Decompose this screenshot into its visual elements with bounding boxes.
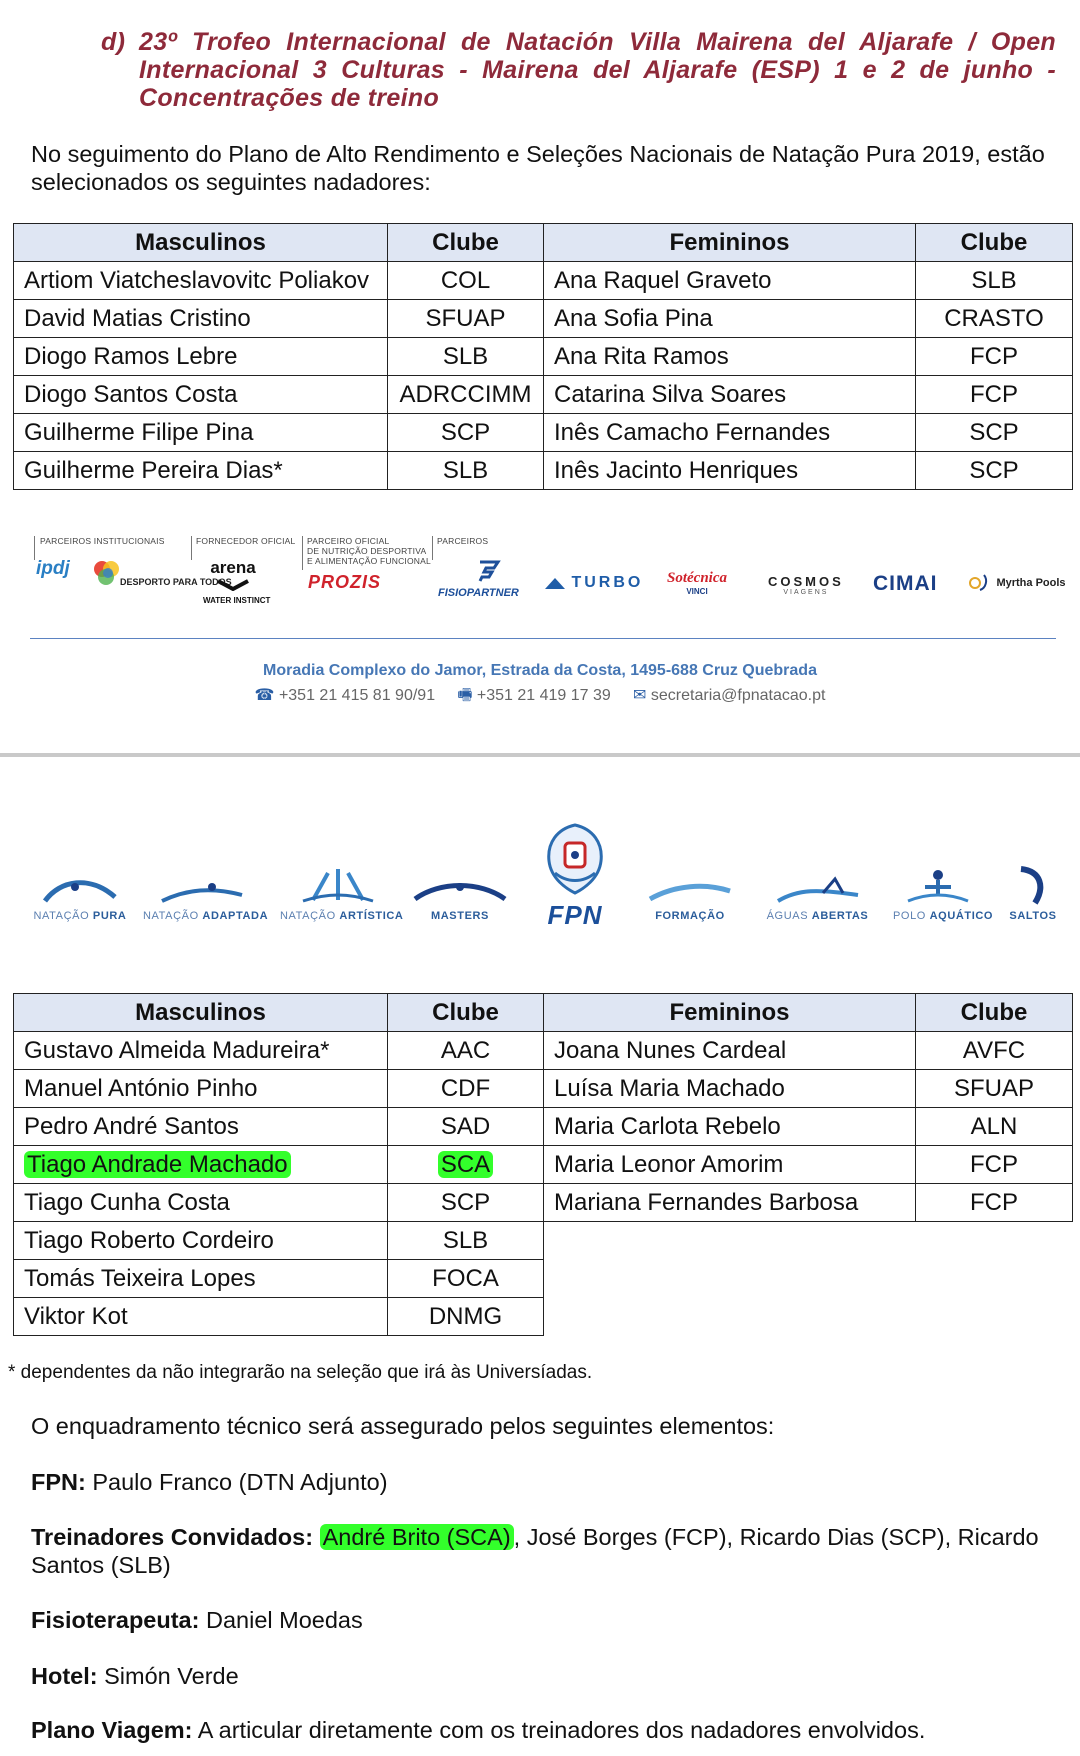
female-club: AVFC — [916, 1032, 1073, 1070]
female-swimmer: Maria Carlota Rebelo — [544, 1108, 916, 1146]
table-row — [14, 1222, 1073, 1260]
table-row — [14, 300, 1073, 338]
footer-divider — [30, 638, 1056, 639]
discipline-natacao-pura: NATAÇÃO PURA — [30, 875, 130, 922]
female-club: SFUAP — [916, 1070, 1073, 1108]
hotel-label: Hotel: — [31, 1663, 98, 1689]
fpn-staff-line — [31, 1468, 1061, 1496]
table-row — [14, 1070, 1073, 1108]
table-row — [14, 452, 1073, 490]
male-club: SLB — [388, 338, 544, 376]
header-femininos: Femininos — [544, 994, 916, 1032]
coaches-line — [31, 1523, 1061, 1579]
prozis-logo-icon: PROZIS — [308, 572, 382, 592]
female-club: CRASTO — [916, 300, 1073, 338]
female-swimmer: Inês Jacinto Henriques — [544, 452, 916, 490]
female-club: FCP — [916, 376, 1073, 414]
header-masculinos: Masculinos — [14, 224, 388, 262]
heading-line-2: Internacional 3 Culturas - Mairena del Aljarafe (ESP) 1 e 2 de junho - — [139, 56, 1056, 84]
female-club: SLB — [916, 262, 1073, 300]
female-swimmer: Maria Leonor Amorim — [544, 1146, 916, 1184]
male-club: SLB — [388, 1222, 544, 1260]
travel-value: A articular diretamente com os treinadores dos nadadores envolvidos. — [197, 1717, 926, 1743]
coach-highlighted: André Brito (SCA) — [320, 1524, 514, 1550]
male-club: ADRCCIMM — [388, 376, 544, 414]
table-row — [14, 1298, 1073, 1336]
coaches-label: Treinadores Convidados: — [31, 1524, 314, 1550]
nutrition-partner-label: PARCEIRO OFICIAL DE NUTRIÇÃO DESPORTIVA E ALIMENTAÇÃO FUNCIONAL — [307, 536, 431, 566]
disciplines-banner — [0, 815, 1080, 930]
intro-paragraph: No seguimento do Plano de Alto Rendimento e Seleções Nacionais de Natação Pura 2019, estão selecionados os seguintes nadadores: — [31, 141, 1045, 195]
fpn-logo: FPN — [533, 823, 617, 931]
contact-line — [0, 684, 1080, 711]
fax-number: +351 21 419 17 39 — [476, 687, 611, 704]
header-femininos: Femininos — [544, 224, 916, 262]
male-club: CDF — [388, 1070, 544, 1108]
discipline-polo-aquatico: POLO AQUÁTICO — [893, 865, 983, 922]
heading-line-1: 23º Trofeo Internacional de Natación Villa Mairena del Aljarafe / Open — [139, 28, 1056, 56]
header-clube: Clube — [916, 224, 1073, 262]
male-swimmer: Viktor Kot — [14, 1298, 388, 1336]
section-heading — [101, 28, 1056, 112]
table-row — [14, 1032, 1073, 1070]
male-swimmer: Artiom Viatcheslavovitc Poliakov — [14, 262, 388, 300]
male-club: AAC — [388, 1032, 544, 1070]
header-clube: Clube — [388, 994, 544, 1032]
male-swimmer: Gustavo Almeida Madureira* — [14, 1032, 388, 1070]
discipline-formacao: FORMAÇÃO — [640, 875, 740, 922]
header-masculinos: Masculinos — [14, 994, 388, 1032]
cosmos-logo-icon: COSMOS VIAGENS — [768, 574, 844, 596]
discipline-natacao-adaptada: NATAÇÃO ADAPTADA — [143, 875, 261, 922]
fpn-label: FPN: — [31, 1469, 86, 1495]
myrtha-pools-logo-icon: Myrtha Pools — [966, 572, 1038, 594]
desporto-para-todos-logo-icon: DESPORTO PARA TODOS — [92, 558, 122, 593]
physio-label: Fisioterapeuta: — [31, 1607, 200, 1633]
female-swimmer: Inês Camacho Fernandes — [544, 414, 916, 452]
male-swimmer: Diogo Ramos Lebre — [14, 338, 388, 376]
table-row — [14, 1184, 1073, 1222]
male-club: SLB — [388, 452, 544, 490]
male-swimmer: Diogo Santos Costa — [14, 376, 388, 414]
table-row — [14, 414, 1073, 452]
male-club: SFUAP — [388, 300, 544, 338]
hotel-value: Simón Verde — [104, 1663, 239, 1689]
female-club: FCP — [916, 1146, 1073, 1184]
heading-line-3: Concentrações de treino — [139, 84, 440, 112]
table-row — [14, 262, 1073, 300]
table-row — [14, 338, 1073, 376]
male-swimmer: Tiago Cunha Costa — [14, 1184, 388, 1222]
official-supplier-label: FORNECEDOR OFICIAL — [196, 536, 296, 546]
male-club: SAD — [388, 1108, 544, 1146]
male-club-highlighted: SCA — [388, 1146, 544, 1184]
phone-number: +351 21 415 81 90/91 — [278, 687, 436, 704]
table-row — [14, 1146, 1073, 1184]
table-header-row — [14, 994, 1073, 1032]
female-swimmer: Ana Rita Ramos — [544, 338, 916, 376]
turbo-logo-icon: TURBO — [543, 574, 643, 592]
female-swimmer: Mariana Fernandes Barbosa — [544, 1184, 916, 1222]
female-swimmer: Luísa Maria Machado — [544, 1070, 916, 1108]
fisiopartner-logo-icon: FISIOPARTNER — [438, 560, 519, 599]
female-club: SCP — [916, 452, 1073, 490]
male-swimmer: Pedro André Santos — [14, 1108, 388, 1146]
male-swimmer: Tiago Roberto Cordeiro — [14, 1222, 388, 1260]
female-club: FCP — [916, 338, 1073, 376]
institutional-partners-label: PARCEIROS INSTITUCIONAIS — [40, 536, 165, 546]
female-swimmer: Ana Sofia Pina — [544, 300, 916, 338]
section-label: d) — [101, 28, 126, 56]
female-club: ALN — [916, 1108, 1073, 1146]
male-club: COL — [388, 262, 544, 300]
cimai-logo-icon: CIMAI — [873, 572, 938, 595]
partners-strip — [0, 532, 1080, 612]
coaches-rest: , José Borges (FCP), Ricardo Dias (SCP), Ricardo Santos (SLB) — [31, 1524, 1039, 1578]
travel-plan-line — [31, 1716, 1061, 1744]
male-swimmer: Guilherme Pereira Dias* — [14, 452, 388, 490]
physio-line — [31, 1606, 1061, 1634]
swimmers-table-2 — [13, 993, 1073, 1336]
table-header-row — [14, 224, 1073, 262]
federation-address: Moradia Complexo do Jamor, Estrada da Costa, 1495-688 Cruz Quebrada — [263, 662, 817, 679]
email-icon: ✉ — [633, 687, 647, 704]
phone-icon: ☎ — [254, 687, 275, 704]
female-swimmer: Catarina Silva Soares — [544, 376, 916, 414]
table-row — [14, 1260, 1073, 1298]
male-club: SCP — [388, 414, 544, 452]
discipline-masters: MASTERS — [405, 875, 515, 922]
male-club: SCP — [388, 1184, 544, 1222]
discipline-natacao-artistica: NATAÇÃO ARTÍSTICA — [280, 865, 395, 922]
female-club: SCP — [916, 414, 1073, 452]
swimmers-table-1 — [13, 223, 1073, 490]
male-swimmer: Guilherme Filipe Pina — [14, 414, 388, 452]
physio-value: Daniel Moedas — [205, 1607, 363, 1633]
discipline-saltos: SALTOS — [1003, 865, 1063, 922]
male-swimmer-highlighted: Tiago Andrade Machado — [14, 1146, 388, 1184]
fpn-shield-icon — [537, 823, 613, 895]
header-clube: Clube — [916, 994, 1073, 1032]
header-clube: Clube — [388, 224, 544, 262]
discipline-aguas-abertas: ÁGUAS ABERTAS — [765, 873, 870, 922]
male-swimmer: Manuel António Pinho — [14, 1070, 388, 1108]
table-row — [14, 1108, 1073, 1146]
sotecnica-logo-icon: Sotécnica VINCI — [667, 570, 727, 596]
hotel-line — [31, 1662, 1061, 1690]
partners-label: PARCEIROS — [437, 536, 489, 546]
female-swimmer: Ana Raquel Graveto — [544, 262, 916, 300]
email-address: secretaria@fpnatacao.pt — [650, 687, 826, 704]
fax-icon: 🖷 — [457, 687, 473, 704]
fpn-value: Paulo Franco (DTN Adjunto) — [92, 1469, 388, 1495]
footnote: * dependentes da não integrarão na seleção que irá às Universíadas. — [8, 1362, 593, 1383]
travel-label: Plano Viagem: — [31, 1717, 193, 1743]
male-club: FOCA — [388, 1260, 544, 1298]
female-swimmer: Joana Nunes Cardeal — [544, 1032, 916, 1070]
female-club: FCP — [916, 1184, 1073, 1222]
ipdj-logo-icon: ipdj — [36, 558, 70, 579]
staff-intro: O enquadramento técnico será assegurado pelos seguintes elementos: — [31, 1413, 775, 1439]
male-swimmer: David Matias Cristino — [14, 300, 388, 338]
male-club: DNMG — [388, 1298, 544, 1336]
arena-logo-icon: arena WATER INSTINCT — [203, 558, 271, 605]
table-row — [14, 376, 1073, 414]
page-separator — [0, 753, 1080, 757]
male-swimmer: Tomás Teixeira Lopes — [14, 1260, 388, 1298]
